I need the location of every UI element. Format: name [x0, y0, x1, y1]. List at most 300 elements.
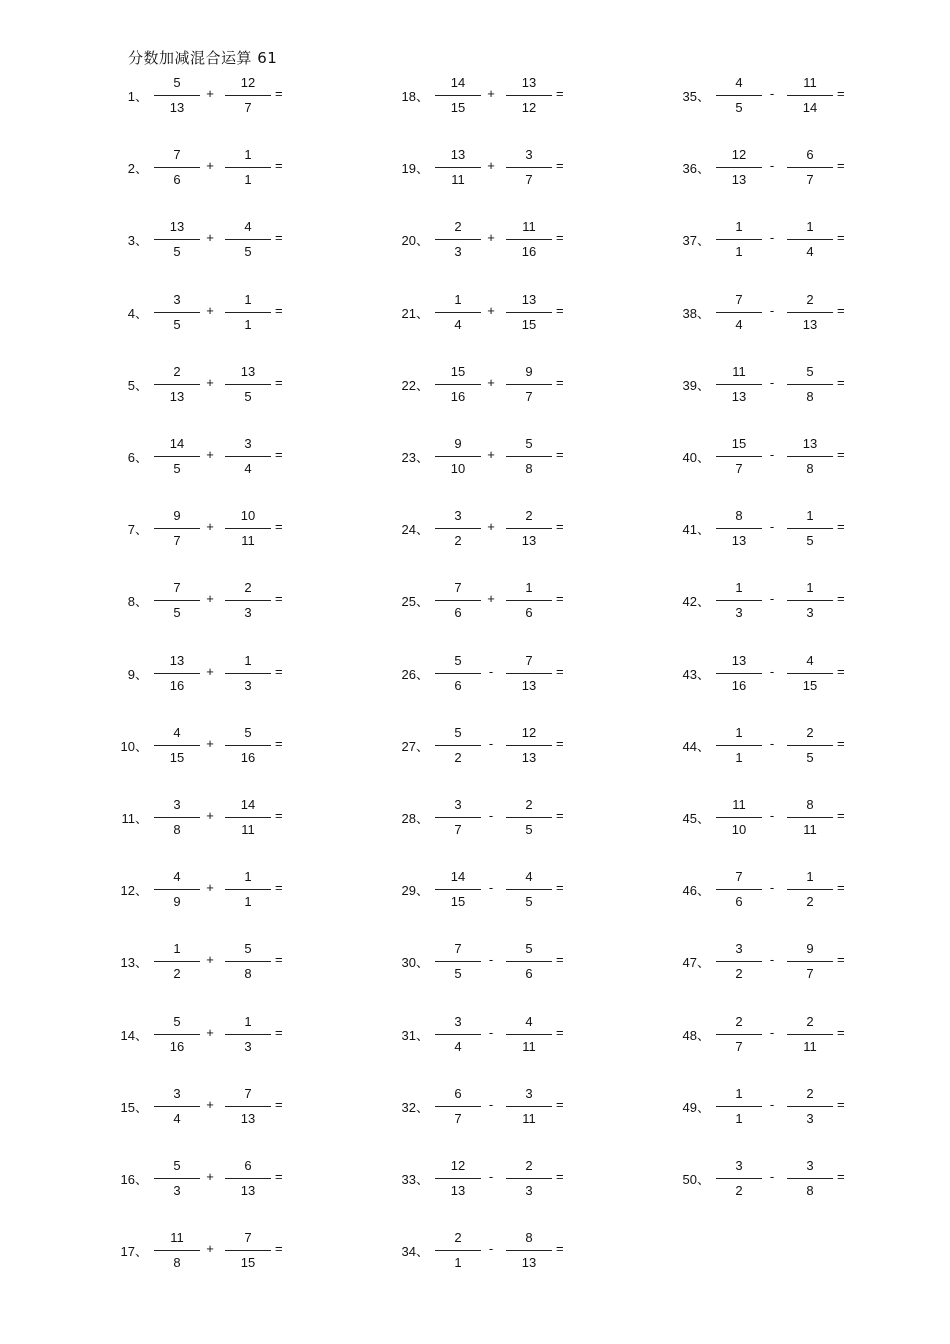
operator: -: [769, 303, 775, 318]
problem-number: 36、: [682, 161, 710, 176]
problem-item: [391, 219, 631, 259]
problem-number: 45、: [682, 811, 710, 826]
problem-item: [672, 941, 912, 981]
problem-item: [391, 508, 631, 548]
fraction-second: [787, 797, 833, 837]
denominator: 8: [173, 1255, 181, 1270]
operator: -: [488, 1097, 494, 1112]
operator: +: [206, 736, 214, 751]
fraction-bar: [787, 817, 833, 818]
problem-number: 40、: [682, 450, 710, 465]
denominator: 3: [454, 244, 462, 259]
denominator: 2: [454, 533, 462, 548]
denominator: 7: [735, 461, 743, 476]
problem-item: [672, 292, 912, 332]
fraction-bar: [154, 961, 200, 962]
numerator: 13: [450, 147, 466, 162]
fraction-second: [787, 364, 833, 404]
equals-sign: =: [556, 447, 564, 462]
denominator: 8: [525, 461, 533, 476]
fraction-bar: [225, 889, 271, 890]
operator: +: [206, 952, 214, 967]
operator: +: [206, 375, 214, 390]
fraction-second: [506, 147, 552, 187]
operator: -: [488, 736, 494, 751]
denominator: 12: [521, 100, 537, 115]
problem-item: [391, 1158, 631, 1198]
denominator: 3: [525, 1183, 533, 1198]
problem-item: [672, 1086, 912, 1126]
problem-number: 28、: [401, 811, 429, 826]
fraction-second: [225, 941, 271, 981]
denominator: 3: [173, 1183, 181, 1198]
numerator: 2: [454, 1230, 462, 1245]
fraction-second: [225, 797, 271, 837]
equals-sign: =: [556, 375, 564, 390]
problem-item: [672, 436, 912, 476]
fraction-second: [225, 580, 271, 620]
problem-number: 29、: [401, 883, 429, 898]
fraction-bar: [506, 167, 552, 168]
problem-item: [110, 797, 350, 837]
equals-sign: =: [556, 230, 564, 245]
problem-number: 34、: [401, 1244, 429, 1259]
numerator: 11: [522, 219, 536, 234]
numerator: 3: [173, 1086, 181, 1101]
numerator: 3: [735, 941, 743, 956]
denominator: 13: [169, 100, 185, 115]
fraction-second: [506, 436, 552, 476]
numerator: 2: [735, 1014, 743, 1029]
problem-item: [110, 941, 350, 981]
problem-item: [391, 1230, 631, 1270]
numerator: 4: [806, 653, 814, 668]
numerator: 13: [521, 75, 537, 90]
equals-sign: =: [837, 1097, 845, 1112]
fraction-first: [716, 1014, 762, 1054]
numerator: 14: [450, 869, 466, 884]
operator: -: [488, 1025, 494, 1040]
equals-sign: =: [837, 158, 845, 173]
operator: -: [769, 591, 775, 606]
operator: +: [206, 808, 214, 823]
problem-item: [110, 292, 350, 332]
operator: +: [206, 519, 214, 534]
problem-number: 21、: [401, 306, 429, 321]
problem-item: [110, 869, 350, 909]
fraction-second: [787, 436, 833, 476]
denominator: 16: [731, 678, 747, 693]
fraction-second: [225, 1086, 271, 1126]
denominator: 3: [244, 605, 252, 620]
operator: +: [206, 1097, 214, 1112]
operator: -: [769, 1025, 775, 1040]
fraction-bar: [716, 384, 762, 385]
problem-item: [391, 1014, 631, 1054]
operator: -: [488, 664, 494, 679]
denominator: 5: [806, 533, 814, 548]
operator: +: [206, 880, 214, 895]
denominator: 14: [802, 100, 818, 115]
numerator: 10: [240, 508, 256, 523]
numerator: 1: [735, 580, 743, 595]
problem-item: [110, 219, 350, 259]
fraction-bar: [506, 961, 552, 962]
problem-item: [672, 219, 912, 259]
fraction-first: [716, 436, 762, 476]
numerator: 3: [244, 436, 252, 451]
numerator: 3: [173, 292, 181, 307]
equals-sign: =: [556, 1241, 564, 1256]
denominator: 6: [735, 894, 743, 909]
problem-number: 46、: [682, 883, 710, 898]
fraction-bar: [787, 528, 833, 529]
fraction-bar: [506, 528, 552, 529]
fraction-second: [225, 364, 271, 404]
equals-sign: =: [837, 736, 845, 751]
fraction-bar: [716, 745, 762, 746]
denominator: 3: [735, 605, 743, 620]
equals-sign: =: [275, 1097, 283, 1112]
fraction-first: [435, 147, 481, 187]
fraction-first: [716, 653, 762, 693]
problem-item: [110, 1230, 350, 1270]
fraction-bar: [225, 745, 271, 746]
numerator: 7: [244, 1230, 252, 1245]
fraction-first: [435, 1014, 481, 1054]
fraction-second: [225, 147, 271, 187]
problem-item: [110, 508, 350, 548]
equals-sign: =: [837, 86, 845, 101]
fraction-bar: [225, 1178, 271, 1179]
fraction-second: [506, 1158, 552, 1198]
denominator: 13: [802, 317, 818, 332]
problem-number: 42、: [682, 594, 710, 609]
equals-sign: =: [275, 230, 283, 245]
problem-number: 35、: [682, 89, 710, 104]
denominator: 1: [735, 244, 743, 259]
fraction-second: [225, 436, 271, 476]
numerator: 5: [454, 725, 462, 740]
problem-item: [672, 869, 912, 909]
numerator: 13: [731, 653, 747, 668]
fraction-second: [225, 653, 271, 693]
numerator: 8: [525, 1230, 533, 1245]
numerator: 5: [525, 436, 533, 451]
equals-sign: =: [275, 447, 283, 462]
denominator: 3: [244, 678, 252, 693]
numerator: 7: [173, 147, 181, 162]
numerator: 12: [731, 147, 747, 162]
fraction-bar: [716, 312, 762, 313]
operator: +: [206, 1241, 214, 1256]
numerator: 2: [525, 508, 533, 523]
fraction-second: [787, 725, 833, 765]
problem-item: [391, 147, 631, 187]
fraction-bar: [435, 673, 481, 674]
denominator: 4: [454, 317, 462, 332]
numerator: 1: [244, 147, 252, 162]
fraction-bar: [154, 1106, 200, 1107]
equals-sign: =: [837, 519, 845, 534]
problem-item: [110, 1086, 350, 1126]
fraction-bar: [716, 1106, 762, 1107]
numerator: 1: [454, 292, 462, 307]
denominator: 2: [454, 750, 462, 765]
problem-number: 1、: [127, 89, 148, 104]
fraction-first: [154, 1014, 200, 1054]
operator: -: [769, 880, 775, 895]
fraction-second: [787, 219, 833, 259]
operator: -: [769, 664, 775, 679]
fraction-bar: [506, 1178, 552, 1179]
denominator: 15: [450, 100, 466, 115]
problem-number: 22、: [401, 378, 429, 393]
equals-sign: =: [556, 736, 564, 751]
numerator: 1: [244, 1014, 252, 1029]
numerator: 11: [732, 797, 746, 812]
equals-sign: =: [556, 880, 564, 895]
numerator: 3: [173, 797, 181, 812]
problem-number: 30、: [401, 955, 429, 970]
fraction-bar: [787, 239, 833, 240]
denominator: 1: [244, 894, 252, 909]
operator: -: [769, 1169, 775, 1184]
equals-sign: =: [556, 303, 564, 318]
denominator: 9: [173, 894, 181, 909]
denominator: 4: [173, 1111, 181, 1126]
problem-item: [391, 869, 631, 909]
problem-number: 19、: [401, 161, 429, 176]
numerator: 2: [806, 1014, 814, 1029]
fraction-first: [716, 797, 762, 837]
equals-sign: =: [837, 952, 845, 967]
problem-number: 14、: [120, 1028, 148, 1043]
numerator: 14: [240, 797, 256, 812]
numerator: 14: [450, 75, 466, 90]
equals-sign: =: [275, 519, 283, 534]
fraction-bar: [506, 889, 552, 890]
fraction-bar: [787, 1034, 833, 1035]
fraction-first: [154, 147, 200, 187]
denominator: 16: [169, 1039, 185, 1054]
fraction-bar: [787, 167, 833, 168]
fraction-first: [154, 653, 200, 693]
problem-item: [391, 364, 631, 404]
fraction-bar: [154, 95, 200, 96]
problem-item: [672, 653, 912, 693]
denominator: 13: [521, 678, 537, 693]
fraction-bar: [716, 889, 762, 890]
numerator: 12: [240, 75, 256, 90]
denominator: 10: [450, 461, 466, 476]
numerator: 3: [454, 508, 462, 523]
numerator: 11: [803, 75, 817, 90]
equals-sign: =: [837, 1025, 845, 1040]
fraction-second: [787, 1158, 833, 1198]
denominator: 8: [806, 461, 814, 476]
numerator: 3: [735, 1158, 743, 1173]
equals-sign: =: [837, 303, 845, 318]
numerator: 8: [806, 797, 814, 812]
denominator: 5: [173, 317, 181, 332]
fraction-bar: [225, 961, 271, 962]
denominator: 13: [521, 1255, 537, 1270]
fraction-first: [435, 580, 481, 620]
fraction-first: [154, 1086, 200, 1126]
fraction-bar: [506, 817, 552, 818]
fraction-second: [225, 1158, 271, 1198]
problem-number: 15、: [120, 1100, 148, 1115]
fraction-second: [506, 292, 552, 332]
numerator: 13: [802, 436, 818, 451]
numerator: 3: [806, 1158, 814, 1173]
problem-number: 3、: [127, 233, 148, 248]
fraction-first: [154, 941, 200, 981]
numerator: 1: [525, 580, 533, 595]
problem-number: 17、: [120, 1244, 148, 1259]
fraction-bar: [787, 1106, 833, 1107]
denominator: 13: [731, 172, 747, 187]
equals-sign: =: [275, 303, 283, 318]
numerator: 7: [454, 580, 462, 595]
operator: -: [769, 519, 775, 534]
fraction-first: [716, 1158, 762, 1198]
equals-sign: =: [837, 880, 845, 895]
numerator: 13: [521, 292, 537, 307]
fraction-second: [225, 869, 271, 909]
numerator: 3: [525, 1086, 533, 1101]
problem-number: 7、: [127, 522, 148, 537]
numerator: 4: [244, 219, 252, 234]
fraction-second: [225, 725, 271, 765]
denominator: 7: [173, 533, 181, 548]
equals-sign: =: [275, 664, 283, 679]
fraction-first: [716, 1086, 762, 1126]
operator: +: [206, 158, 214, 173]
operator: +: [487, 303, 495, 318]
fraction-first: [154, 869, 200, 909]
problem-item: [672, 1158, 912, 1198]
denominator: 5: [525, 894, 533, 909]
denominator: 15: [240, 1255, 256, 1270]
fraction-bar: [225, 1250, 271, 1251]
problem-number: 18、: [401, 89, 429, 104]
fraction-bar: [435, 817, 481, 818]
fraction-bar: [506, 1106, 552, 1107]
problem-item: [110, 75, 350, 115]
fraction-first: [435, 797, 481, 837]
numerator: 4: [173, 869, 181, 884]
numerator: 7: [735, 869, 743, 884]
fraction-first: [154, 436, 200, 476]
denominator: 1: [735, 750, 743, 765]
fraction-first: [435, 1158, 481, 1198]
denominator: 13: [731, 389, 747, 404]
denominator: 5: [244, 244, 252, 259]
problem-number: 4、: [127, 306, 148, 321]
problem-number: 39、: [682, 378, 710, 393]
fraction-bar: [787, 600, 833, 601]
denominator: 5: [806, 750, 814, 765]
denominator: 13: [240, 1111, 256, 1126]
problem-number: 50、: [682, 1172, 710, 1187]
fraction-bar: [787, 673, 833, 674]
denominator: 4: [244, 461, 252, 476]
problem-number: 6、: [127, 450, 148, 465]
fraction-second: [787, 1014, 833, 1054]
fraction-second: [506, 797, 552, 837]
problem-item: [672, 1014, 912, 1054]
numerator: 1: [244, 653, 252, 668]
fraction-bar: [435, 312, 481, 313]
numerator: 7: [525, 653, 533, 668]
fraction-first: [154, 75, 200, 115]
operator: -: [769, 952, 775, 967]
fraction-second: [225, 292, 271, 332]
operator: -: [488, 880, 494, 895]
denominator: 5: [173, 461, 181, 476]
operator: -: [769, 86, 775, 101]
fraction-first: [435, 653, 481, 693]
problem-item: [110, 436, 350, 476]
fraction-bar: [154, 312, 200, 313]
fraction-bar: [154, 600, 200, 601]
fraction-second: [506, 725, 552, 765]
equals-sign: =: [275, 880, 283, 895]
numerator: 7: [173, 580, 181, 595]
numerator: 2: [806, 1086, 814, 1101]
fraction-first: [435, 292, 481, 332]
denominator: 5: [173, 244, 181, 259]
fraction-second: [787, 869, 833, 909]
problem-item: [391, 797, 631, 837]
denominator: 5: [244, 389, 252, 404]
problem-number: 11、: [121, 811, 148, 826]
numerator: 2: [454, 219, 462, 234]
fraction-first: [435, 869, 481, 909]
fraction-first: [716, 508, 762, 548]
equals-sign: =: [275, 1025, 283, 1040]
denominator: 7: [806, 966, 814, 981]
numerator: 3: [525, 147, 533, 162]
fraction-bar: [787, 95, 833, 96]
equals-sign: =: [556, 591, 564, 606]
denominator: 10: [731, 822, 747, 837]
problem-number: 37、: [682, 233, 710, 248]
equals-sign: =: [556, 1169, 564, 1184]
numerator: 1: [244, 292, 252, 307]
fraction-bar: [716, 817, 762, 818]
problem-number: 27、: [401, 739, 429, 754]
fraction-bar: [716, 961, 762, 962]
equals-sign: =: [275, 86, 283, 101]
operator: +: [487, 591, 495, 606]
equals-sign: =: [275, 1169, 283, 1184]
operator: +: [206, 447, 214, 462]
fraction-second: [506, 508, 552, 548]
numerator: 2: [806, 292, 814, 307]
operator: +: [487, 158, 495, 173]
equals-sign: =: [837, 1169, 845, 1184]
fraction-first: [435, 725, 481, 765]
fraction-bar: [716, 95, 762, 96]
denominator: 13: [521, 750, 537, 765]
numerator: 1: [173, 941, 181, 956]
denominator: 16: [169, 678, 185, 693]
fraction-bar: [154, 1250, 200, 1251]
fraction-bar: [787, 961, 833, 962]
